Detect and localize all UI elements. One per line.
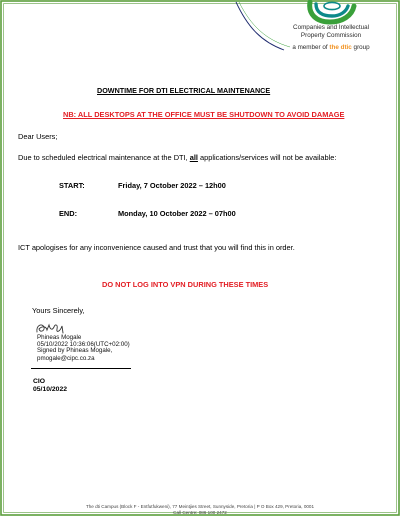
logo-member-brand: the dtic bbox=[329, 44, 352, 51]
vpn-warning: DO NOT LOG INTO VPN DURING THESE TIMES bbox=[102, 280, 269, 289]
closing-text: Yours Sincerely, bbox=[32, 306, 85, 315]
signer-name: Phineas Mogale bbox=[37, 334, 82, 341]
notice-title: DOWNTIME FOR DTI ELECTRICAL MAINTENANCE bbox=[97, 86, 271, 95]
apology-text: ICT apologises for any inconvenience caused and trust that you will find this in order. bbox=[18, 243, 295, 252]
greeting: Dear Users; bbox=[18, 132, 58, 141]
signed-by-text: Signed by Phineas Mogale, bbox=[37, 347, 113, 355]
intro-emphasis: all bbox=[189, 153, 198, 162]
start-value: Friday, 7 October 2022 – 12h00 bbox=[118, 181, 226, 190]
start-label: START: bbox=[59, 181, 85, 190]
logo-member-suffix: group bbox=[351, 44, 370, 51]
signature-datetime: 05/10/2022 10:36:06(UTC+02:00) bbox=[37, 340, 130, 348]
end-label: END: bbox=[59, 209, 78, 218]
intro-text-before: Due to scheduled electrical maintenance at the DTI, bbox=[18, 153, 190, 162]
footer-address: The dti Campus (Block F - Entfutfukweni), 77 Meintjies Street, Sunnyside, Pretoria | P O Box 429, Pretoria, 0001 bbox=[85, 504, 315, 509]
intro-paragraph bbox=[18, 153, 336, 162]
logo-member-prefix: a member of bbox=[292, 44, 330, 51]
signer-date: 05/10/2022 bbox=[33, 386, 68, 393]
notice-warning: NB: ALL DESKTOPS AT THE OFFICE MUST BE SHUTDOWN TO AVOID DAMAGE bbox=[63, 110, 345, 119]
logo-org-line1: Companies and Intellectual bbox=[293, 24, 369, 31]
signer-role: CIO bbox=[33, 378, 46, 385]
signature-block bbox=[37, 335, 130, 362]
logo-member-line bbox=[287, 44, 375, 52]
end-value: Monday, 10 October 2022 – 07h00 bbox=[118, 209, 236, 218]
signer-email: pmogale@cipc.co.za bbox=[37, 354, 95, 362]
logo-org-line2: Property Commission bbox=[300, 31, 362, 39]
intro-text-after: applications/services will not be available: bbox=[197, 153, 337, 162]
signature-line bbox=[31, 368, 131, 369]
logo-org-name bbox=[285, 24, 377, 39]
footer-contact: Call Centre: 086 100 2472 bbox=[173, 510, 227, 515]
